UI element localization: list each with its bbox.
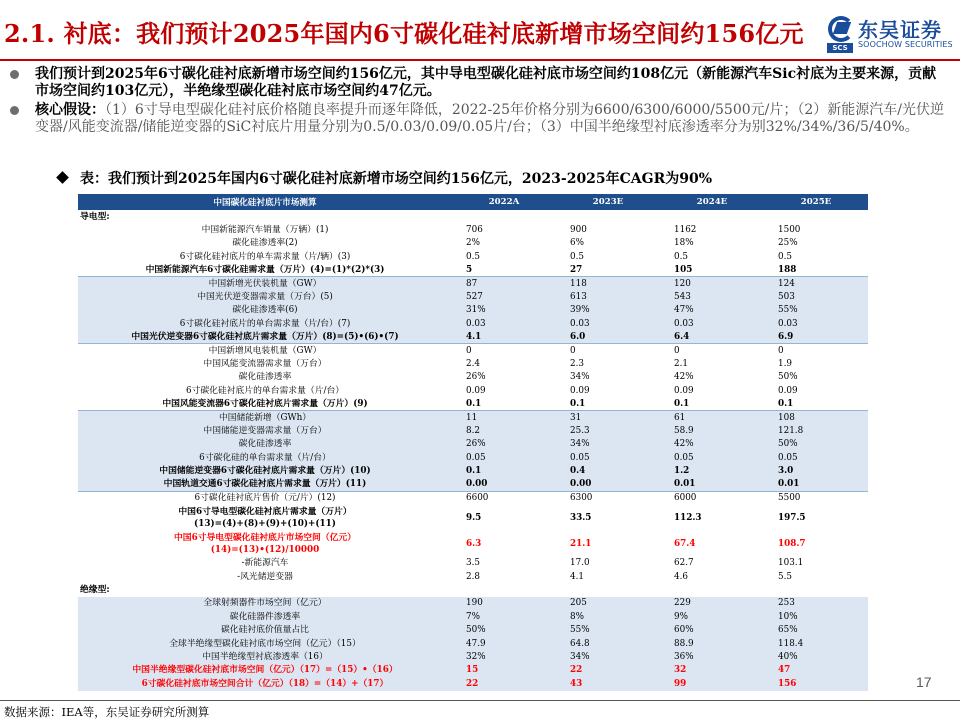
row-label: 中国6寸导电型碳化硅衬底片需求量（万片） (13)=(4)+(8)+(9)+(10)+(11): [78, 505, 452, 531]
cell-value: 18%: [660, 237, 764, 250]
cell-value: 55%: [556, 624, 660, 637]
assumptions-body: （1）6寸导电型碳化硅衬底价格随良率提升而逐年降低，2022-25年价格分别为6600/6300/6000/5500元/片；（2）新能源汽车/光伏逆变器/风能变流器/储能逆变器的SiC衬底片用量分别为0.5/0.03/0.09/0.05片/台；（3）中国半绝缘型衬底渗透率分为别32%/34%/36/5/40%。: [35, 102, 944, 135]
row-label: 6寸碳化硅的单台需求量（片/台）: [78, 451, 452, 464]
row-label: 中国轨道交通6寸碳化硅衬底片需求量（万片）(11): [78, 478, 452, 491]
cell-value: 105: [660, 264, 764, 277]
cell-value: 2.3: [556, 357, 660, 370]
table-caption: [58, 168, 712, 188]
row-label: 碳化硅渗透率: [78, 438, 452, 451]
cell-value: 0.00: [556, 478, 660, 491]
row-label: 6寸碳化硅衬底片的单车需求量（片/辆）(3): [78, 250, 452, 263]
cell-value: 11: [452, 411, 556, 424]
cell-value: 0.01: [764, 478, 868, 491]
cell-value: 31: [556, 411, 660, 424]
table-row: [78, 331, 868, 344]
cell-value: 0.03: [556, 317, 660, 330]
cell-value: 47: [764, 664, 868, 677]
table-row: [78, 237, 868, 250]
row-label: 碳化硅渗透率(6): [78, 304, 452, 317]
cell-value: 118: [556, 277, 660, 290]
cell-value: 8%: [556, 610, 660, 623]
cell-value: 0.03: [764, 317, 868, 330]
cell-value: 2.4: [452, 357, 556, 370]
market-size-table: [78, 194, 868, 704]
table-row: [78, 491, 868, 504]
section-label: 导电型:: [78, 210, 868, 223]
cell-value: 5: [452, 264, 556, 277]
cell-value: 42%: [660, 438, 764, 451]
cell-value: 17.0: [556, 557, 660, 570]
cell-value: 39%: [556, 304, 660, 317]
row-label: 全球半绝缘型碳化硅衬底市场空间（亿元）（15）: [78, 637, 452, 650]
cell-value: 3.0: [764, 464, 868, 477]
row-label: 中国新能源汽车6寸碳化硅需求量（万片）(4)=(1)*(2)*(3): [78, 264, 452, 277]
cell-value: 108: [764, 411, 868, 424]
cell-value: 543: [660, 290, 764, 303]
cell-value: 190: [452, 597, 556, 610]
table-row: [78, 384, 868, 397]
cell-value: 4.6: [660, 570, 764, 583]
cell-value: 26%: [452, 371, 556, 384]
cell-value: 40%: [764, 650, 868, 663]
cell-value: 36%: [660, 650, 764, 663]
table-body: [78, 210, 868, 691]
cell-value: 197.5: [764, 505, 868, 531]
row-label: 碳化硅渗透率: [78, 371, 452, 384]
cell-value: 0.03: [660, 317, 764, 330]
cell-value: 50%: [764, 371, 868, 384]
cell-value: 9.5: [452, 505, 556, 531]
table-row: [78, 344, 868, 357]
table-row: [78, 650, 868, 663]
cell-value: 0.5: [556, 250, 660, 263]
row-label: 6寸碳化硅衬底片的单台需求量（片/台）: [78, 384, 452, 397]
title-underline: [0, 59, 960, 61]
cell-value: 43: [556, 677, 660, 690]
cell-value: 706: [452, 223, 556, 236]
row-label: 全球射频器件市场空间（亿元）: [78, 597, 452, 610]
table-row: [78, 304, 868, 317]
cell-value: 27: [556, 264, 660, 277]
cell-value: 0.1: [660, 397, 764, 410]
cell-value: 900: [556, 223, 660, 236]
row-label: 中国新增风电装机量（GW）: [78, 344, 452, 357]
logo-badge: SCS: [827, 43, 853, 53]
table-row: [78, 664, 868, 677]
table-row: [78, 637, 868, 650]
table-row: [78, 424, 868, 437]
table-row: [78, 597, 868, 610]
cell-value: 58.9: [660, 424, 764, 437]
cell-value: 15: [452, 664, 556, 677]
cell-value: 0.5: [660, 250, 764, 263]
table-row: [78, 624, 868, 637]
cell-value: 0.09: [764, 384, 868, 397]
cell-value: 5.5: [764, 570, 868, 583]
row-label: 碳化硅衬底价值量占比: [78, 624, 452, 637]
cell-value: 55%: [764, 304, 868, 317]
cell-value: 118.4: [764, 637, 868, 650]
cell-value: 6%: [556, 237, 660, 250]
cell-value: 6300: [556, 491, 660, 504]
cell-value: 527: [452, 290, 556, 303]
row-label: 中国储能逆变器需求量（万台）: [78, 424, 452, 437]
cell-value: 0.09: [556, 384, 660, 397]
table-row: [78, 317, 868, 330]
table-row: [78, 531, 868, 557]
cell-value: 21.1: [556, 531, 660, 557]
cell-value: 229: [660, 597, 764, 610]
cell-value: 2%: [452, 237, 556, 250]
page-number: 17: [916, 674, 932, 690]
cell-value: 34%: [556, 438, 660, 451]
cell-value: 2.8: [452, 570, 556, 583]
table-row: [78, 478, 868, 491]
cell-value: 124: [764, 277, 868, 290]
table-row: [78, 411, 868, 424]
row-label: 中国储能新增（GWh）: [78, 411, 452, 424]
row-label: -新能源汽车: [78, 557, 452, 570]
cell-value: 62.7: [660, 557, 764, 570]
cell-value: 0.05: [452, 451, 556, 464]
cell-value: 121.8: [764, 424, 868, 437]
cell-value: 1.9: [764, 357, 868, 370]
cell-value: 613: [556, 290, 660, 303]
bullet-conclusion-text: 我们预计到2025年6寸碳化硅衬底新增市场空间约156亿元，其中导电型碳化硅衬底市场空间约108亿元（新能源汽车Sic衬底为主要来源，贡献市场空间约103亿元），半绝缘型碳化硅衬底市场空间约47亿元。: [35, 66, 937, 99]
data-table: [78, 194, 868, 691]
slide-header: [0, 0, 960, 60]
cell-value: 0: [556, 344, 660, 357]
table-header-row: [78, 194, 868, 210]
row-label: 中国新增光伏装机量（GW）: [78, 277, 452, 290]
table-row: [78, 464, 868, 477]
cell-value: 0.5: [452, 250, 556, 263]
footer-rule: [0, 700, 960, 701]
assumptions-lead: 核心假设：: [35, 102, 105, 118]
cell-value: 103.1: [764, 557, 868, 570]
cell-value: 31%: [452, 304, 556, 317]
table-row: [78, 677, 868, 690]
table-row: [78, 290, 868, 303]
slide-title: 2.1. 衬底：我们预计2025年国内6寸碳化硅衬底新增市场空间约156亿元: [4, 19, 804, 48]
row-label: 碳化硅器件渗透率: [78, 610, 452, 623]
table-row: [78, 371, 868, 384]
row-label: 中国光伏逆变器需求量（万台）(5): [78, 290, 452, 303]
cell-value: 156: [764, 677, 868, 690]
row-label: 中国储能逆变器6寸碳化硅衬底片需求量（万片）(10): [78, 464, 452, 477]
diamond-bullet-icon: [56, 171, 69, 184]
company-logo: [826, 12, 956, 54]
cell-value: 6000: [660, 491, 764, 504]
table-row: [78, 357, 868, 370]
row-label: 中国光伏逆变器6寸碳化硅衬底片需求量（万片）(8)=(5)•(6)•(7): [78, 331, 452, 344]
cell-value: 120: [660, 277, 764, 290]
cell-value: 188: [764, 264, 868, 277]
cell-value: 99: [660, 677, 764, 690]
cell-value: 0.01: [660, 478, 764, 491]
cell-value: 10%: [764, 610, 868, 623]
cell-value: 34%: [556, 650, 660, 663]
cell-value: 67.4: [660, 531, 764, 557]
cell-value: 0.1: [452, 397, 556, 410]
row-label: 中国半绝缘型碳化硅衬底市场空间（亿元）（17）=（15）•（16）: [78, 664, 452, 677]
table-header-cell: 2023E: [556, 194, 660, 210]
bullet-assumptions-text: [35, 102, 950, 136]
cell-value: 0: [764, 344, 868, 357]
cell-value: 0.1: [764, 397, 868, 410]
cell-value: 6.4: [660, 331, 764, 344]
cell-value: 42%: [660, 371, 764, 384]
cell-value: 0.05: [556, 451, 660, 464]
cell-value: 65%: [764, 624, 868, 637]
row-label: 6寸碳化硅衬底片的单台需求量（片/台）(7): [78, 317, 452, 330]
cell-value: 0: [452, 344, 556, 357]
table-row: [78, 570, 868, 583]
row-label: 中国新能源汽车销量（万辆）(1): [78, 223, 452, 236]
cell-value: 25%: [764, 237, 868, 250]
row-label: 中国风能变流器6寸碳化硅衬底片需求量（万片）(9): [78, 397, 452, 410]
cell-value: 3.5: [452, 557, 556, 570]
cell-value: 0.05: [660, 451, 764, 464]
bullet-dot-icon: [10, 70, 19, 79]
cell-value: 34%: [556, 371, 660, 384]
cell-value: 205: [556, 597, 660, 610]
table-section-row: [78, 210, 868, 223]
table-row: [78, 451, 868, 464]
cell-value: 50%: [764, 438, 868, 451]
row-label: 6寸碳化硅衬底片售价（元/片）(12): [78, 491, 452, 504]
cell-value: 0.03: [452, 317, 556, 330]
row-label: 中国半绝缘型衬底渗透率（16）: [78, 650, 452, 663]
cell-value: 1500: [764, 223, 868, 236]
cell-value: 2.1: [660, 357, 764, 370]
cell-value: 32%: [452, 650, 556, 663]
cell-value: 6.3: [452, 531, 556, 557]
cell-value: 60%: [660, 624, 764, 637]
table-header-cell: 2022A: [452, 194, 556, 210]
cell-value: 503: [764, 290, 868, 303]
cell-value: 22: [556, 664, 660, 677]
table-header-cell: 2025E: [764, 194, 868, 210]
row-label: 中国6寸导电型碳化硅衬底片市场空间（亿元） (14)=(13)•(12)/10000: [78, 531, 452, 557]
cell-value: 87: [452, 277, 556, 290]
row-label: 6寸碳化硅衬底市场空间合计（亿元）（18）=（14）+（17）: [78, 677, 452, 690]
table-row: [78, 250, 868, 263]
cell-value: 0.09: [660, 384, 764, 397]
cell-value: 64.8: [556, 637, 660, 650]
cell-value: 4.1: [452, 331, 556, 344]
cell-value: 1.2: [660, 464, 764, 477]
table-header-cell: 中国碳化硅衬底片市场测算: [78, 194, 452, 210]
data-source: 数据来源：IEA等，东吴证券研究所测算: [4, 705, 210, 719]
cell-value: 9%: [660, 610, 764, 623]
table-row: [78, 505, 868, 531]
table-header-cell: 2024E: [660, 194, 764, 210]
cell-value: 0.5: [764, 250, 868, 263]
cell-value: 61: [660, 411, 764, 424]
cell-value: 0.05: [764, 451, 868, 464]
cell-value: 1162: [660, 223, 764, 236]
table-section-row: [78, 583, 868, 596]
cell-value: 253: [764, 597, 868, 610]
cell-value: 5500: [764, 491, 868, 504]
cell-value: 32: [660, 664, 764, 677]
cell-value: 88.9: [660, 637, 764, 650]
bullet-dot-icon: [10, 106, 19, 115]
cell-value: 0.09: [452, 384, 556, 397]
cell-value: 26%: [452, 438, 556, 451]
cell-value: 0.00: [452, 478, 556, 491]
cell-value: 0.4: [556, 464, 660, 477]
cell-value: 7%: [452, 610, 556, 623]
logo-chinese-name: 东吴证券: [858, 18, 942, 42]
table-row: [78, 277, 868, 290]
table-caption-text: 表：我们预计到2025年国内6寸碳化硅衬底新增市场空间约156亿元，2023-2025年CAGR为90%: [80, 171, 713, 187]
table-row: [78, 438, 868, 451]
cell-value: 50%: [452, 624, 556, 637]
row-label: 中国风能变流器需求量（万台）: [78, 357, 452, 370]
cell-value: 0.1: [556, 397, 660, 410]
cell-value: 108.7: [764, 531, 868, 557]
row-label: -风光储逆变器: [78, 570, 452, 583]
table-row: [78, 610, 868, 623]
cell-value: 22: [452, 677, 556, 690]
cell-value: 33.5: [556, 505, 660, 531]
cell-value: 6.9: [764, 331, 868, 344]
cell-value: 0: [660, 344, 764, 357]
cell-value: 6.0: [556, 331, 660, 344]
row-label: 碳化硅渗透率(2): [78, 237, 452, 250]
cell-value: 4.1: [556, 570, 660, 583]
table-row: [78, 557, 868, 570]
table-row: [78, 264, 868, 277]
cell-value: 0.1: [452, 464, 556, 477]
cell-value: 47.9: [452, 637, 556, 650]
table-row: [78, 223, 868, 236]
cell-value: 8.2: [452, 424, 556, 437]
cell-value: 6600: [452, 491, 556, 504]
cell-value: 112.3: [660, 505, 764, 531]
table-row: [78, 397, 868, 410]
logo-english-name: SOOCHOW SECURITIES: [858, 40, 953, 49]
section-label: 绝缘型:: [78, 583, 868, 596]
cell-value: 47%: [660, 304, 764, 317]
cell-value: 25.3: [556, 424, 660, 437]
